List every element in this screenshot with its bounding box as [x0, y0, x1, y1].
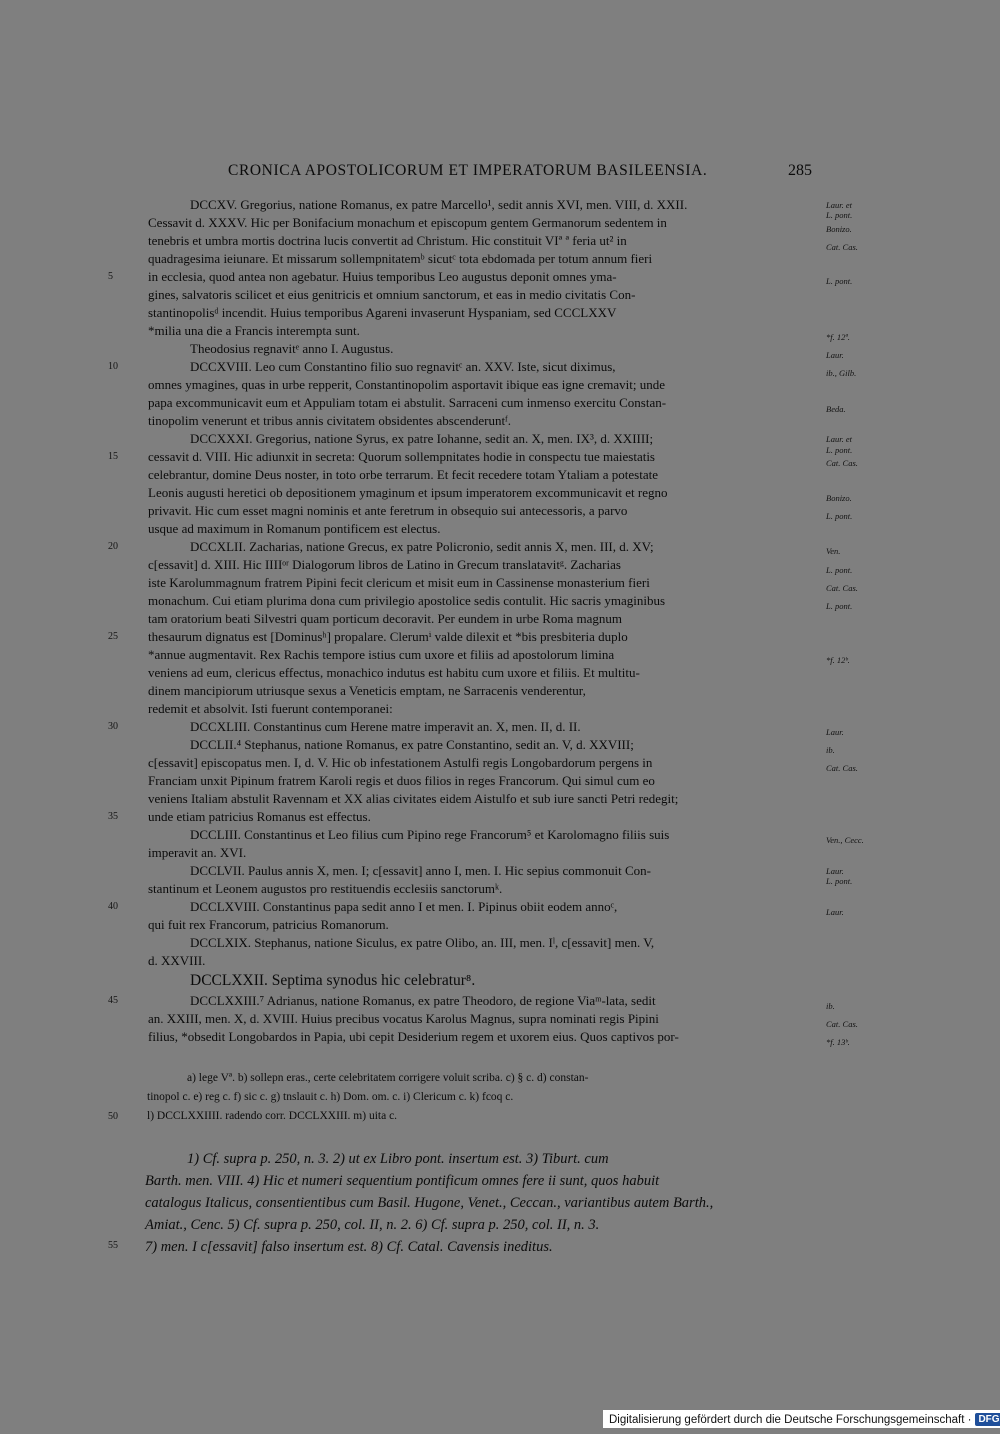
text-line: veniens Italiam abstulit Ravennam et XX alias civitates eidem Aistulfo et sub iure sancti Petri redegit; [148, 791, 679, 806]
margin-note: L. pont. [826, 601, 853, 611]
text-line: dinem mancipiorum utriusque sexus a Veneticis emptam, ne Sarracenis venderentur, [148, 683, 586, 698]
text-line: d. XXVIII. [148, 953, 206, 968]
text-line: iste Karolummagnum fratrem Pipini fecit clericum et misit eum in Cassinense monasterium fieri [148, 575, 650, 590]
text-line: c[essavit] d. XIII. Hic IIIIᵒʳ Dialogorum libros de Latino in Grecum translatavitᵍ. Zacharias [148, 557, 621, 572]
margin-note: Laur. et [826, 434, 852, 444]
margin-note: ib. [826, 745, 835, 755]
synodus-heading: DCCLXXII. Septima synodus hic celebratur⁸. [190, 972, 476, 989]
margin-note: Cat. Cas. [826, 583, 858, 593]
margin-note: ib. [826, 1001, 835, 1011]
text-line: an. XXIII, men. X, d. XVIII. Huius precibus vocatus Karolus Magnus, supra nominati regis Pipini [148, 1011, 659, 1026]
footnote-line: Barth. men. VIII. 4) Hic et numeri sequentium pontificum omnes fere ii sunt, quos habuit [145, 1173, 660, 1189]
text-line: DCCLXXIII.⁷ Adrianus, natione Romanus, ex patre Theodoro, de regione Viaᵐ-lata, sedit [190, 993, 656, 1008]
text-line: privavit. Hic cum esset magni nominis et ante feretrum in obsequio sui antecessoris, a parvo [148, 503, 628, 518]
dfg-footer-bar [603, 1410, 1000, 1428]
text-line: DCCLXIX. Stephanus, natione Siculus, ex patre Olibo, an. III, men. Iˡ, c[essavit] men. V, [190, 935, 655, 950]
line-number: 15 [108, 451, 118, 462]
line-number: 55 [108, 1240, 118, 1251]
text-line: monachum. Cui etiam plurima dona cum privilegio apostolice sedis contulit. Hic sacris ymaginibus [148, 593, 666, 608]
text-line: filius, *obsedit Longobardos in Papia, ubi cepit Desiderium regem et uxorem eius. Quos captivos por- [148, 1029, 679, 1044]
text-line: *annue augmentavit. Rex Rachis tempore istius cum uxore et filiis ad apostolorum limina [148, 647, 615, 662]
margin-note: Cat. Cas. [826, 242, 858, 252]
margin-note: Laur. [826, 350, 844, 360]
text-line: DCCXV. Gregorius, natione Romanus, ex patre Marcello¹, sedit annis XVI, men. VIII, d. XXII. [190, 197, 688, 212]
margin-note: Bonizo. [826, 493, 852, 503]
margin-note: ib., Gilb. [826, 368, 857, 378]
apparatus-line: l) DCCLXXIIII. radendo corr. DCCLXXIII. m) uita c. [147, 1110, 398, 1122]
margin-note: L. pont. [826, 565, 853, 575]
text-line: omnes ymagines, quas in urbe repperit, Constantinopolim asportavit ibique eas igne cremavit; unde [148, 377, 665, 392]
text-line: DCCLII.⁴ Stephanus, natione Romanus, ex patre Constantino, sedit an. V, d. XXVIII; [190, 737, 634, 752]
text-line: veniens ad eum, clericus effectus, monachico indutus est habitu cum uxore et filiis. Et multitu- [148, 665, 640, 680]
margin-note: Cat. Cas. [826, 763, 858, 773]
text-line: Cessavit d. XXXV. Hic per Bonifacium monachum et episcopum gentem Germanorum sedentem in [148, 215, 667, 230]
line-number: 20 [108, 541, 118, 552]
running-header-title: CRONICA APOSTOLICORUM ET IMPERATORUM BASILEENSIA. [228, 162, 708, 179]
text-line: Theodosius regnavitᵉ anno I. Augustus. [190, 341, 394, 356]
text-line: DCCXLIII. Constantinus cum Herene matre imperavit an. X, men. II, d. II. [190, 719, 581, 734]
text-line: thesaurum dignatus est [Dominusʰ] propalare. Clerumⁱ valde dilexit et *bis presbiteria duplo [148, 629, 628, 644]
margin-note: L. pont. [826, 210, 853, 220]
text-line: in ecclesia, quod antea non agebatur. Huius temporibus Leo augustus deponit omnes yma- [148, 269, 617, 284]
margin-note: *f. 12ª. [826, 332, 850, 342]
footnote-line: 7) men. I c[essavit] falso insertum est. 8) Cf. Catal. Cavensis ineditus. [145, 1239, 553, 1255]
margin-note: L. pont. [826, 511, 853, 521]
text-line: c[essavit] episcopatus men. I, d. V. Hic ob infestationem Astulfi regis Longobardorum pergens in [148, 755, 653, 770]
page-number: 285 [788, 162, 812, 179]
margin-note: Cat. Cas. [826, 458, 858, 468]
margin-note: Beda. [826, 404, 846, 414]
text-line: DCCLXVIII. Constantinus papa sedit anno I et men. I. Pipinus obiit eodem annoᶜ, [190, 899, 618, 914]
text-line: tenebris et umbra mortis doctrina lucis convertit ad Christum. Hic constituit VIª ª feria ut² in [148, 233, 627, 248]
margin-note: *f. 12ᵇ. [826, 655, 850, 665]
margin-note: Laur. [826, 727, 844, 737]
apparatus-line: tinopol c. e) reg c. f) sic c. g) tnslauit c. h) Dom. om. c. i) Clericum c. k) fcoq c. [147, 1091, 514, 1103]
margin-note: Ven. [826, 546, 841, 556]
margin-note: Bonizo. [826, 224, 852, 234]
margin-note: *f. 13ᵇ. [826, 1037, 850, 1047]
text-line: stantinopolisᵈ incendit. Huius temporibus Agareni invaserunt Hyspaniam, sed CCCLXXV [148, 305, 617, 320]
text-line: Leonis augusti heretici ob depositionem ymaginum et ipsum imperatorem excommunicavit et regno [148, 485, 668, 500]
margin-note: L. pont. [826, 276, 853, 286]
text-line: qui fuit rex Francorum, patricius Romanorum. [148, 917, 389, 932]
footnote-line: 1) Cf. supra p. 250, n. 3. 2) ut ex Libro pont. insertum est. 3) Tiburt. cum [187, 1151, 609, 1167]
text-line: *milia una die a Francis interempta sunt. [148, 323, 360, 338]
text-line: Franciam unxit Pipinum fratrem Karoli regis et duos filios in reges Francorum. Qui simul cum eo [148, 773, 655, 788]
margin-note: L. pont. [826, 876, 853, 886]
margin-note: Laur. et [826, 200, 852, 210]
text-line: DCCLIII. Constantinus et Leo filius cum Pipino rege Francorum⁵ et Karolomagno filiis suis [190, 827, 670, 842]
margin-note: Laur. [826, 907, 844, 917]
text-line: celebrantur, domine Deus noster, in toto orbe terrarum. Et fecit recedere totam Ytaliam a potestate [148, 467, 658, 482]
line-number: 50 [108, 1111, 118, 1122]
text-line: DCCLVII. Paulus annis X, men. I; c[essavit] anno I, men. I. Hic sepius commonuit Con- [190, 863, 651, 878]
text-line: DCCXLII. Zacharias, natione Grecus, ex patre Policronio, sedit annis X, men. III, d. XV; [190, 539, 654, 554]
text-line: redemit et absolvit. Isti fuerunt contemporanei: [148, 701, 393, 716]
funding-notice: Digitalisierung gefördert durch die Deutsche Forschungsgemeinschaft · [609, 1413, 972, 1426]
line-number: 25 [108, 631, 118, 642]
text-line: stantinum et Leonem augustos pro restituendis ecclesiis sanctorumᵏ. [148, 881, 503, 896]
line-number: 10 [108, 361, 118, 372]
text-line: quadragesima ieiunare. Et missarum sollempnitatemᵇ sicutᶜ tota ebdomada per totum annum fieri [148, 251, 653, 266]
margin-note: L. pont. [826, 445, 853, 455]
text-line: tinopolim venerunt et tribus annis civitatem obsidentes abscenderuntᶠ. [148, 413, 512, 428]
footnote-line: Amiat., Cenc. 5) Cf. supra p. 250, col. II, n. 2. 6) Cf. supra p. 250, col. II, n. 3. [145, 1217, 600, 1233]
footnote-line: catalogus Italicus, consentientibus cum Basil. Hugone, Venet., Ceccan., variantibus autem Barth., [145, 1195, 714, 1211]
text-line: DCCXVIII. Leo cum Constantino filio suo regnavitᶜ an. XXV. Iste, sicut diximus, [190, 359, 616, 374]
line-number: 30 [108, 721, 118, 732]
text-line: tam oratorium beati Silvestri quam porticum decoravit. Per eundem in urbe Roma magnum [148, 611, 623, 626]
text-line: cessavit d. VIII. Hic adiunxit in secreta: Quorum sollempnitates hodie in conspectu tue maiestatis [148, 449, 655, 464]
text-line: usque ad maximum in Romanum pontificem est electus. [148, 521, 441, 536]
text-line: imperavit an. XVI. [148, 845, 247, 860]
margin-note: Laur. [826, 866, 844, 876]
line-number: 35 [108, 811, 118, 822]
line-number: 45 [108, 995, 118, 1006]
line-number: 40 [108, 901, 118, 912]
text-line: DCCXXXI. Gregorius, natione Syrus, ex patre Iohanne, sedit an. X, men. IX³, d. XXIIII; [190, 431, 654, 446]
text-line: gines, salvatoris scilicet et eius genitricis et omnium sanctorum, et eas in medio civitatis Con- [148, 287, 636, 302]
text-line: unde etiam patricius Romanus est effectus. [148, 809, 371, 824]
margin-note: Cat. Cas. [826, 1019, 858, 1029]
line-number: 5 [108, 271, 113, 282]
margin-note: Ven., Cecc. [826, 835, 864, 845]
apparatus-line: a) lege Vª. b) sollepn eras., certe celebritatem corrigere voluit scriba. c) § c. d) constan- [187, 1072, 589, 1084]
text-line: papa excommunicavit eum et Appuliam totam ei abstulit. Sarraceni cum inmenso exercitu Constan- [148, 395, 667, 410]
dfg-logo-icon: DFG [975, 1413, 1000, 1426]
